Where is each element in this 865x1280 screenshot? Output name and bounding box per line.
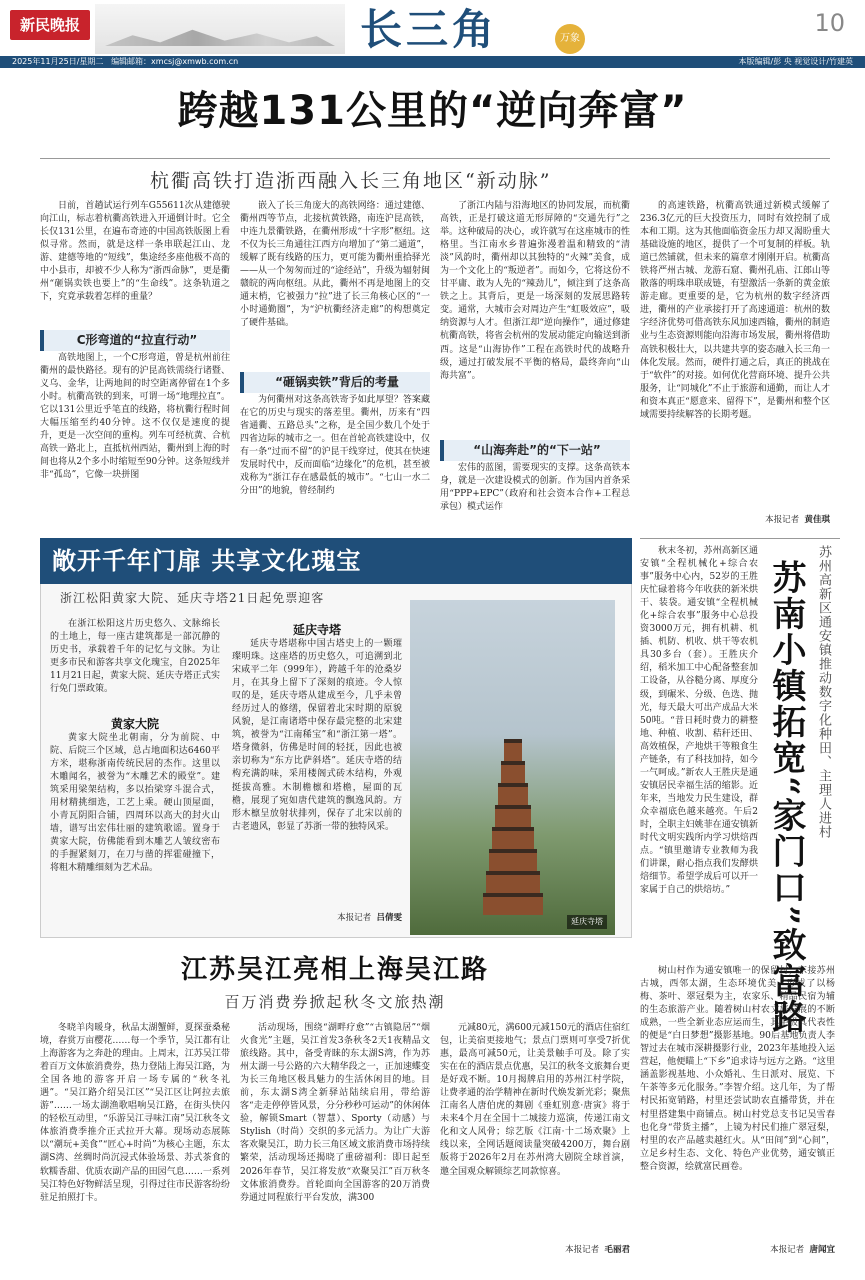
byline-label: 本报记者 bbox=[565, 1245, 600, 1255]
byline-label: 本报记者 bbox=[770, 1245, 805, 1255]
paragraph: 嵌入了长三角庞大的高铁网络：通过建德、衢州西等节点，北接杭黄铁路，南连沪昆高铁，中连九景衢铁路，在衢州形成“十字形”枢纽。这不仅为长三角通往江西方向增加了“第二通道”，缓解了既有线路的压力，更可能为衢州重拾驿光——从一个匆匆而过的“途经站”，升级为辐射闽赣皖的两向枢纽。从此，衢州不再是地图上的交通末梢，它被强力“拉”进了长三角核心区的“一小时通勤圈”，为“沪杭衢经济走廊”的构想奠定了硬件基础。 bbox=[240, 201, 430, 329]
headline-rule bbox=[40, 158, 830, 159]
pagoda-photo bbox=[410, 600, 615, 935]
paragraph: 的高速铁路，杭衢高铁通过新模式缓解了236.3亿元的巨大投资压力，同时有效控制了成本和工期。这为其他面临资金压力却又渴盼重大基础设施的地区，提供了一个可复制的样板。轨道已然铺就，但未来的篇章才刚刚开启。杭衢高铁将严州古城、龙游石窟、衢州孔庙、江郎山等散落的明珠串联成链，有望激活一条新的黄金旅游走廊。更重要的是，它为杭州的数字经济西进，衢州的产业承接打开了高速通道：杭州的数字经济优势可借高铁东风加速西输，衢州的制造业与生态资源则能向沿海市场发展，衢州将借助高铁积极壮大，以共建共享的姿态融入长三角一体化发展。然而，硬件打通之后，真正的挑战在于“软件”的对接。如何优化营商环境、提升公共服务，让“同城化”不止于旅游和通勤，而让人才和资本真正“愿意来、留得下”，是衢州和整个区域需要持续解答的长期考题。 bbox=[640, 201, 830, 420]
main-subhead-1: C形弯道的“拉直行动” bbox=[40, 330, 230, 351]
main-story-column-1b bbox=[40, 352, 230, 528]
paragraph: 树山村作为通安镇唯一的保留村，东接苏州古城，西邻太湖，生态环境优美，形成了以杨梅、茶叶、翠冠梨为主，农家乐、精品民宿为辅的生态旅游产业。随着树山村农文旅发展的不断成熟，一些全新业态应运而生，其中极具代表性的便是“白日梦想”摄影基地。90后基地负责人李智过去在城市深耕摄影行业，2023年基地投入运营起，他便瞄上“下乡”追求诗与远方之路。“这里涵盖影视基地、小众婚礼、生日派对、展览、下午茶等多元化服务。”李智介绍。这几年，为了帮村民拓宽销路，村里还尝试助农直播带货，并在村里搭建集中商铺点。树山村党总支书记吴雪春也化身“带货主播”，上镜为村民们推广翠冠梨，村里的农产品越卖越红火。从“田间”到“心间”，立足乡村生态、文化、特色产业优势，通安镇正整合资源，绘就富民画卷。 bbox=[640, 966, 835, 1172]
bottom-subheadline: 百万消费券掀起秋冬文旅热潮 bbox=[224, 993, 446, 1011]
culture-subheadline: 浙江松阳黄家大院、延庆寺塔21日起免票迎客 bbox=[60, 591, 325, 605]
bottom-column-1 bbox=[40, 1022, 230, 1257]
byline-name: 唐闻宜 bbox=[809, 1245, 835, 1255]
byline-label: 本报记者 bbox=[337, 913, 372, 923]
byline-label: 本报记者 bbox=[765, 515, 800, 525]
pagoda-illustration bbox=[483, 739, 543, 915]
paragraph: 在浙江松阳这片历史悠久、文脉绵长的土地上，每一座古建筑都是一部沉静的历史书，承载着千年的记忆与文脉。为让更多市民和游客共享文化瑰宝，自2025年11月21日起，黄家大院、延庆寺塔正式实行免门票政策。 bbox=[50, 619, 220, 695]
editor-credit: 本版编辑/彭 央 视觉设计/竹建英 bbox=[738, 57, 853, 66]
paragraph: 宏伟的蓝图，需要现实的支撑。这条高铁本身，就是一次建设模式的创新。作为国内首条采用“PPP+EPC”（政府和社会资本合作+工程总承包）模式运作 bbox=[440, 463, 630, 513]
paragraph: 日前，首趟试运行列车G55611次从建德驶向江山，标志着杭衢高铁进入开通倒计时。它全长仅131公里，在遍布奇迹的中国高铁版图上看似寻常。然而，就是这样一条串联起江山、龙游、建德等地的“短线”，集途经多座他极不高的中小县市，却被不少人称为“浙西命脉”，更是衢州“砸锅卖铁也要上”的“生命线”。这条轨道之下，究竟承载着怎样的重量？ bbox=[40, 201, 230, 303]
culture-column-2 bbox=[232, 638, 402, 910]
photo-caption: 延庆寺塔 bbox=[567, 915, 607, 929]
paragraph: 元减80元，满600元减150元的酒店住宿红包，让美宿更接地气；景点门票则可享受7折优惠，最高可减50元，让美景触手可及。除了实实在在的酒店景点优惠，吴江的秋冬文旅舞台更是好戏不断。10月揭牌启用的苏州江村学院，让费孝通的治学精神在新时代焕发新光彩；聚焦江南名人唐伯虎的舞剧《垂虹别意·唐寅》将于未来4个月在全国十二城接力巡演，传递江南文化和文人风骨；综艺版《江南·十二场欢聚》上线以来，全网话题阅读量突破4200万，舞台剧版将于2026年2月在苏州湾大剧院全球首演，邀全国观众解锁综艺同款惊喜。 bbox=[440, 1023, 630, 1177]
editor-email: 编辑邮箱：xmcsj@xmwb.com.cn bbox=[111, 57, 239, 66]
main-story-column-3 bbox=[440, 200, 630, 428]
main-story-column-4 bbox=[640, 200, 830, 512]
bottom-byline bbox=[440, 1244, 630, 1256]
newspaper-logo: 新民晚报 bbox=[10, 10, 90, 40]
main-subhead-3: “山海奔赴”的“下一站” bbox=[440, 440, 630, 461]
main-story-column-3b bbox=[440, 462, 630, 528]
section-title: 长三角 bbox=[360, 5, 499, 54]
culture-column-1b bbox=[50, 732, 220, 932]
paragraph: 高铁地图上，一个C形弯道，曾是杭州前往衢州的最快路径。现有的沪昆高铁需绕行诸暨、义乌、金华，让两地间的时空距离停留在1个多小时。杭衢高铁的到来，可谓一场“地理拉直”。它以131公里近乎笔直的线路，将杭衢行程时间大幅压缩至约40分钟。这不仅仅是速度的提升，更是一次空间的重构。列车可经杭黄、合杭高铁一路北上，直抵杭州西站，衢州到上海的时间也将从2个多小时缩短至90分钟。这条短线并非“孤岛”，它像一块拼图 bbox=[40, 353, 230, 481]
section-subtitle-seal: 万象 bbox=[555, 24, 585, 54]
paragraph: 了浙江内陆与沿海地区的协同发展，而杭衢高铁，正是打破这道无形屏障的“交通先行”之举。这种破局的决心，或许就写在这座城市的性格里。当江南水乡普遍弥漫着温和精致的“清淡”风韵时，衢州却以其独特的“火辣”美食，成为一个文化上的“叛逆者”。而如今，它将这份不甘平庸、敢为人先的“辣劲儿”，倾注到了这条高铁之上。其背后，更是一场深刻的发展思路转变。通常，大城市会对周边产生“虹吸效应”，吸纳资源与人才。但浙江却“逆向操作”，通过修建杭衢高铁，将省会杭州的发展动能定向输送到浙西。这是“山海协作”工程在高铁时代的战略升级，通过打破发展不平衡的格局，最终奔向“山海共富”。 bbox=[440, 201, 630, 381]
side-headline: 苏南小镇拓宽“家门口”致富路 bbox=[766, 560, 806, 1036]
paragraph: 活动现场，围绕“湖畔疗愈”“古镇隐居”“烟火食光”主题，吴江首发3条秋冬2天1夜精品文旅线路。其中，备受青睐的东太湖S湾，作为苏州太湖一号公路的六大精华段之一，正加速蝶变为长三角地区极具魅力的生活休闲目的地。目前，东太湖S湾全新驿站陆续启用，带给游客“走走停停皆风景，分分秒秒可运动”的休闲体验，解锁Smart（智慧）、Sporty（动感）与Stylish（时尚）交织的多元活力。为让广大游客欢聚吴江，助力长三角区域文旅消费市场持续繁荣，活动现场还揭晓了重磅福利：即日起至2026年春节，吴江将发放“欢聚吴江”百万秋冬文体旅消费券。首轮面向全国游客的20万消费券通过同程旅行平台发放，满300 bbox=[240, 1023, 430, 1203]
side-byline bbox=[640, 1244, 835, 1256]
bottom-column-2 bbox=[240, 1022, 430, 1257]
bottom-column-3 bbox=[440, 1022, 630, 1242]
main-byline bbox=[640, 514, 830, 526]
main-story-column-2 bbox=[240, 200, 430, 358]
side-story-rule bbox=[640, 538, 840, 539]
main-subheadline: 杭衢高铁打造浙西融入长三角地区“新动脉” bbox=[150, 170, 552, 192]
side-story-column-bottom bbox=[640, 965, 835, 1240]
culture-byline bbox=[232, 912, 402, 924]
culture-headline: 敞开千年门扉 共享文化瑰宝 bbox=[52, 547, 362, 575]
culture-subhead-2: 延庆寺塔 bbox=[292, 623, 341, 637]
issue-date: 2025年11月25日/星期二 编辑邮箱：xmcsj@xmwb.com.cn bbox=[12, 57, 239, 66]
landscape-banner-image bbox=[95, 4, 345, 54]
main-subhead-2: “砸锅卖铁”背后的考量 bbox=[240, 372, 430, 393]
paragraph: 为何衢州对这条高铁寄予如此厚望？答案藏在它的历史与现实的落差里。衢州，历来有“四省通衢、五路总头”之称，是全国少数几个处于四省边际的城市之一。但在首轮高铁建设中，仅有一条“过而不留”的沪昆干线穿过，使其在快速发展时代中，反而面临“边缘化”的危机，甚至被戏称为“浙江存在感最低的城市”。“七山一水二分田”的地貌，曾经制约 bbox=[240, 395, 430, 497]
paragraph: 黄家大院坐北朝南，分为前院、中院、后院三个区域，总占地面积达6460平方米，堪称浙南传统民居的杰作。这里以木雕闻名，被誉为“木雕艺术的殿堂”。建筑采用梁架结构，多以抬梁穿斗混合式，用材精挑细选，工艺上乘。硬山顶屋面，小青瓦阴阳合铺，四周环以高大的封火山墙，谱写出宏伟壮丽的建筑歌谣。置身于黄家大院，仿佛能看到木雕艺人皱纹密布的手握紧刻刀，在刀与凿的挥霍碰撞下，将粗木精雕细刻为艺术品。 bbox=[50, 733, 220, 874]
byline-name: 毛丽君 bbox=[604, 1245, 630, 1255]
bottom-headline: 江苏吴江亮相上海吴江路 bbox=[180, 955, 489, 985]
page-number: 10 bbox=[814, 9, 845, 37]
main-story-column-2b bbox=[240, 394, 430, 528]
paragraph: 冬晓羊肉暖身，秋品太湖蟹鲜，夏探蚕桑秘境，春赏万亩樱花……每一个季节，吴江都有让上海游客为之奔赴的理由。上周末，江苏吴江带着百万文体旅消费券，热力登陆上海吴江路，为全国各地的游客开启一场专属的“秋冬礼遇”。“吴江路介绍吴江区”“吴江区让阿拉去旅游”……一场太湖渔歌唱响吴江路，在街头快闪的轻松互动里，“乐游吴江寻味江南”吴江秋冬文体旅消费季推介正式拉开大幕。现场动态展陈以“潮玩+美食”“匠心+时尚”为核心主题，东太湖S湾、丝绸时尚沉浸式体验场景、苏式茶食的软糯香甜、优质农副产品的田园气息……一系列吴江特色好物鲜活呈现，引得过往市民游客纷纷驻足拍照打卡。 bbox=[40, 1023, 230, 1203]
culture-subhead-1: 黄家大院 bbox=[110, 717, 159, 731]
byline-name: 吕倩雯 bbox=[376, 913, 402, 923]
culture-column-1 bbox=[50, 618, 220, 708]
main-headline: 跨越131公里的“逆向奔富” bbox=[177, 88, 688, 134]
byline-name: 黄佳琪 bbox=[804, 515, 830, 525]
side-story-column-top bbox=[640, 545, 758, 945]
main-story-column-1 bbox=[40, 200, 230, 325]
masthead bbox=[0, 0, 865, 70]
paragraph: 延庆寺塔堪称中国古塔史上的一颗璀璨明珠。这座塔的历史悠久，可追溯到北宋咸平二年（999年），跨越千年的沧桑岁月，在其身上留下了深刻的痕迹。令人惊叹的是，延庆寺塔从建成至今，几乎未曾经历过人的修缮，保留着北宋时期的原貌风貌，是江南诸塔中保存最完整的北宋建筑，被誉为“江南稀宝”和“浙江第一塔”。塔身微斜，仿佛是时间的轻抚，因此也被亲切称为“东方比萨斜塔”。延庆寺塔的结构充满韵味，采用楼阁式砖木结构，外观挺拔高雅。木制檐檩和塔檐，屋面的瓦檐，展现了宛如唐代建筑的飘逸风韵。方形木檩呈放射状排列，保存了北宋以前的古老遗风，彰显了苏浙一带的独特风采。 bbox=[232, 639, 402, 832]
side-kicker: 苏州高新区通安镇推动数字化种田、主理人进村 bbox=[816, 545, 831, 839]
paragraph: 秋末冬初，苏州高新区通安镇“全程机械化+综合农事”服务中心内，52岁的王胜庆忙碌着将今年收获的新米烘干、装袋。通安镇“全程机械化+综合农事”服务中心总投资3000万元，拥有机耕、机插、机防、机收、烘干等农机具30多台（套）。王胜庆介绍，稻米加工中心配备整套加工设备，从谷糙分离、厚度分级，到碾米、分级、色选、抛光，每天最大可出产成品大米50吨。“昔日耗时费力的耕整地、种植、收割、秸秆还田、高效植保，产地烘干等粮食生产链条，有了科技加持，如今一气呵成。”新农人王胜庆是通安镇居民幸福生活的缩影。近年来，当地发力民生建设，群众幸福底色越来越亮。午后2时，全职主妇姚菲在通安镇新时代文明实践所内学习烘焙西点。“镇里邀请专业教师为我们讲课，耐心指点我们发酵烘焙细节。希望学成后可以开一家属于自己的烘焙坊。” bbox=[640, 546, 758, 896]
